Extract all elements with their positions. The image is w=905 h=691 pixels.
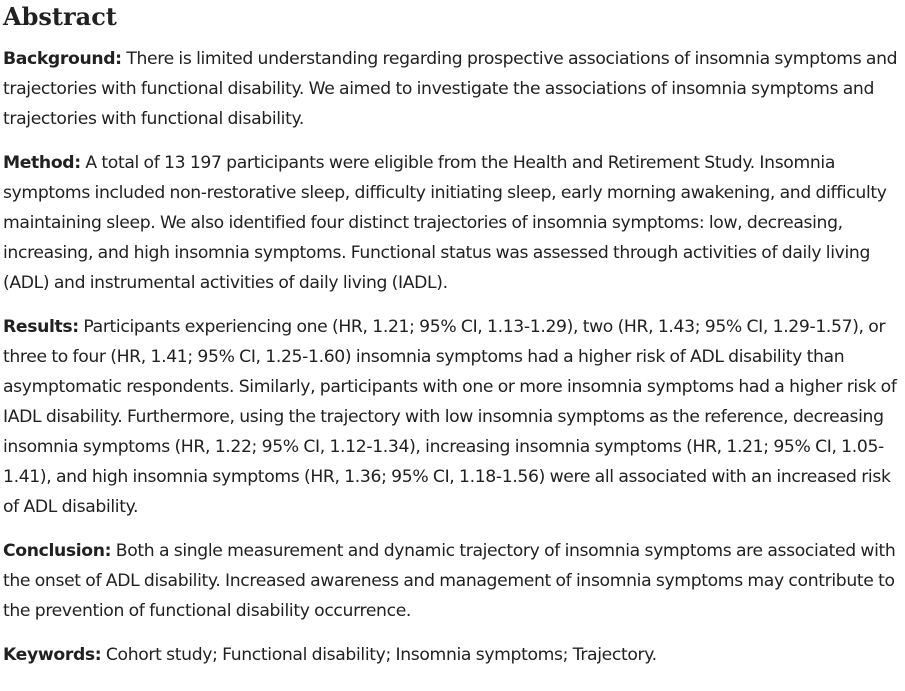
background-text: There is limited understanding regarding prospective associations of insomnia symptoms and trajectories with functional disability. We aimed to investigate the associations of insomnia symptoms and trajectories with functional disability.	[3, 49, 898, 129]
abstract-heading: Abstract	[3, 2, 117, 31]
keywords-label: Keywords:	[3, 645, 102, 665]
method-text: A total of 13 197 participants were eligible from the Health and Retirement Study. Insomnia symptoms included non-restorative sleep, difficulty initiating sleep, early morning awakening, and difficulty maintaining sleep. We also identified four distinct trajectories of insomnia symptoms: low, decreasing, increasing, and high insomnia symptoms. Functional status was assessed through activities of daily living (ADL) and instrumental activities of daily living (IADL).	[3, 153, 887, 293]
method-paragraph	[3, 148, 902, 298]
conclusion-paragraph	[3, 536, 902, 626]
method-label: Method:	[3, 153, 81, 173]
keywords-paragraph	[3, 640, 902, 670]
background-paragraph	[3, 44, 902, 134]
results-label: Results:	[3, 317, 79, 337]
results-text: Participants experiencing one (HR, 1.21; 95% CI, 1.13-1.29), two (HR, 1.43; 95% CI, 1.29-1.57), or three to four (HR, 1.41; 95% CI, 1.25-1.60) insomnia symptoms had a higher risk of ADL disability than asymptomatic respondents. Similarly, participants with one or more insomnia symptoms had a higher risk of IADL disability. Furthermore, using the trajectory with low insomnia symptoms as the reference, decreasing insomnia symptoms (HR, 1.22; 95% CI, 1.12-1.34), increasing insomnia symptoms (HR, 1.21; 95% CI, 1.05-1.41), and high insomnia symptoms (HR, 1.36; 95% CI, 1.18-1.56) were all associated with an increased risk of ADL disability.	[3, 317, 897, 517]
conclusion-text: Both a single measurement and dynamic trajectory of insomnia symptoms are associated with the onset of ADL disability. Increased awareness and management of insomnia symptoms may contribute to the prevention of functional disability occurrence.	[3, 541, 896, 621]
results-paragraph	[3, 312, 902, 522]
background-label: Background:	[3, 49, 122, 69]
abstract-section	[0, 2, 902, 670]
keywords-text: Cohort study; Functional disability; Insomnia symptoms; Trajectory.	[101, 645, 657, 665]
conclusion-label: Conclusion:	[3, 541, 112, 561]
